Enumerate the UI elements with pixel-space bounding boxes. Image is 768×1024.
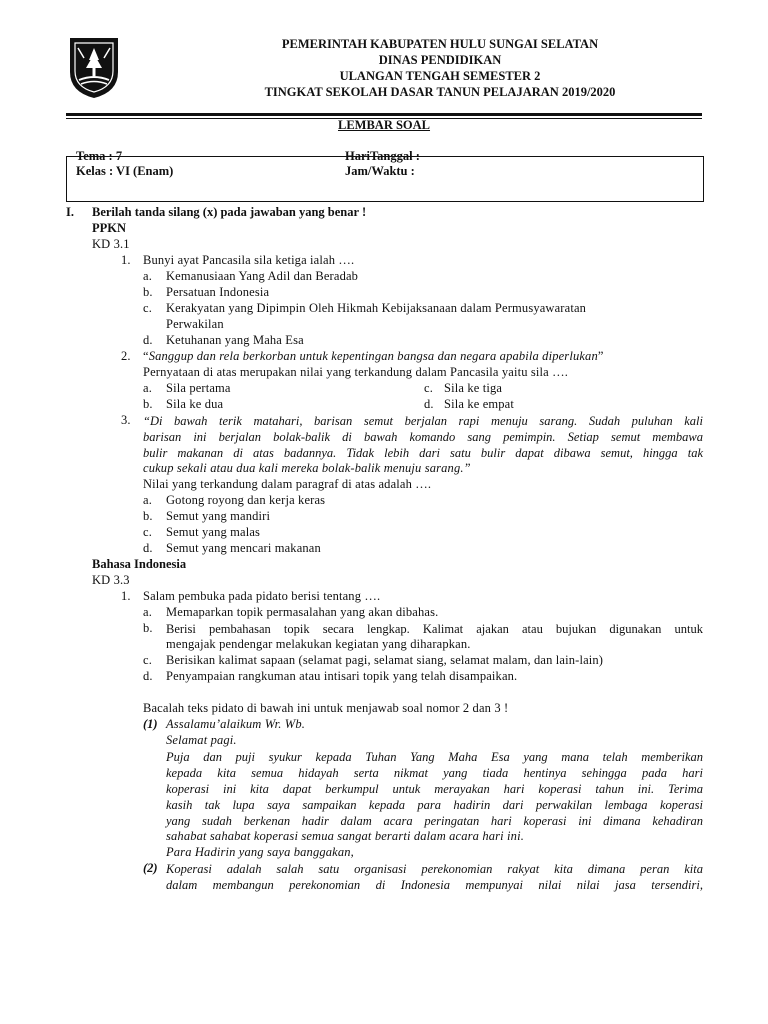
option-letter: b. bbox=[143, 397, 153, 411]
question-text: Pernyataan di atas merupakan nilai yang terkandung dalam Pancasila yaitu sila …. bbox=[143, 365, 569, 379]
speech-line: Koperasi adalah salah satu organisasi perekonomian rakyat kita dimana peran kita bbox=[166, 862, 703, 876]
question-number: 1. bbox=[121, 589, 131, 603]
speech-line: yang sudah berkenan hadir dalam acara peringatan hari koperasi ini dimana kehadiran bbox=[166, 814, 703, 828]
option-text: Sila ke tiga bbox=[444, 381, 503, 395]
option-text: Kemanusiaan Yang Adil dan Beradab bbox=[166, 269, 359, 283]
info-kelas: Kelas : VI (Enam) bbox=[76, 164, 174, 178]
option-text: Berisi pembahasan topik secara lengkap. Kalimat ajakan atau bujukan digunakan untuk bbox=[166, 622, 703, 636]
kd-bahasa-indonesia: KD 3.3 bbox=[92, 573, 130, 587]
info-tema: Tema : 7 bbox=[76, 149, 123, 163]
section-number: I. bbox=[66, 205, 74, 219]
quote-text: Sanggup dan rela berkorban untuk kepentingan bangsa dan negara apabila diperlukan bbox=[148, 349, 598, 363]
option-letter: b. bbox=[143, 285, 153, 299]
quote-close-mark: ” bbox=[597, 349, 604, 363]
option-text: Sila ke dua bbox=[166, 397, 224, 411]
header-line-2: DINAS PENDIDIKAN bbox=[378, 53, 502, 67]
option-text: Gotong royong dan kerja keras bbox=[166, 493, 326, 507]
option-letter: b. bbox=[143, 509, 153, 523]
subject-bahasa-indonesia: Bahasa Indonesia bbox=[92, 557, 187, 571]
option-letter: c. bbox=[424, 381, 433, 395]
option-text: Penyampaian rangkuman atau intisari topik yang telah disampaikan. bbox=[166, 669, 518, 683]
speech-line: Para Hadirin yang saya banggakan, bbox=[166, 845, 354, 859]
option-letter: a. bbox=[143, 269, 152, 283]
question-quote bbox=[143, 349, 604, 364]
option-letter: a. bbox=[143, 381, 152, 395]
question-number: 3. bbox=[121, 413, 131, 427]
option-text: Semut yang mandiri bbox=[166, 509, 271, 523]
speech-line: Puja dan puji syukur kepada Tuhan Yang Maha Esa yang mana telah memberikan bbox=[166, 750, 703, 764]
section-instruction: Berilah tanda silang (x) pada jawaban yang benar ! bbox=[92, 205, 367, 219]
page-title: LEMBAR SOAL bbox=[337, 118, 431, 132]
district-logo bbox=[66, 36, 122, 100]
option-letter: d. bbox=[143, 669, 153, 683]
option-letter: c. bbox=[143, 301, 152, 315]
option-letter: a. bbox=[143, 493, 152, 507]
option-letter: d. bbox=[143, 333, 153, 347]
option-text-continued: mengajak pendengar melakukan kegiatan yang diharapkan. bbox=[166, 637, 471, 651]
kd-ppkn: KD 3.1 bbox=[92, 237, 130, 251]
option-letter: b. bbox=[143, 621, 153, 635]
speech-line: kasih tak lupa saya sampaikan kepada para hadirin dari perwakilan lembaga koperasi bbox=[166, 798, 703, 812]
option-letter: d. bbox=[424, 397, 434, 411]
paragraph-marker: (2) bbox=[143, 861, 158, 875]
option-letter: c. bbox=[143, 653, 152, 667]
option-text-continued: Perwakilan bbox=[166, 317, 224, 331]
option-text: Semut yang malas bbox=[166, 525, 261, 539]
question-number: 2. bbox=[121, 349, 131, 363]
option-text: Sila pertama bbox=[166, 381, 231, 395]
speech-line: kepada kita semua hidayah serta nikmat yang tiada hentinya sehingga pada hari bbox=[166, 766, 703, 780]
option-text: Sila ke empat bbox=[444, 397, 514, 411]
speech-line: Selamat pagi. bbox=[166, 733, 237, 747]
paragraph-line: barisan ini berjalan bolak-balik di bawah komando sang pemimpin. Setiap semut membawa bbox=[143, 430, 703, 444]
question-text: Salam pembuka pada pidato berisi tentang …. bbox=[143, 589, 381, 603]
header-line-4: TINGKAT SEKOLAH DASAR TANUN PELAJARAN 2019/2020 bbox=[264, 85, 616, 99]
header-line-1: PEMERINTAH KABUPATEN HULU SUNGAI SELATAN bbox=[281, 37, 599, 51]
quote-open-mark: “ bbox=[143, 349, 149, 363]
option-text: Ketuhanan yang Maha Esa bbox=[166, 333, 304, 347]
option-letter: c. bbox=[143, 525, 152, 539]
option-text: Berisikan kalimat sapaan (selamat pagi, selamat siang, selamat malam, dan lain-lain) bbox=[166, 653, 604, 667]
header-line-3: ULANGAN TENGAH SEMESTER 2 bbox=[339, 69, 541, 83]
option-text: Persatuan Indonesia bbox=[166, 285, 270, 299]
option-letter: d. bbox=[143, 541, 153, 555]
speech-line: koperasi ini kita dapat berkumpul untuk merayakan hari koperasi tahun ini. Terima bbox=[166, 782, 703, 796]
option-text: Semut yang mencari makanan bbox=[166, 541, 321, 555]
paragraph-line: cukup sekali atau dua kali mereka bolak-balik menuju sarang.” bbox=[143, 461, 471, 475]
question-text: Nilai yang terkandung dalam paragraf di atas adalah …. bbox=[143, 477, 432, 491]
question-text: Bunyi ayat Pancasila sila ketiga ialah …. bbox=[143, 253, 355, 267]
option-letter: a. bbox=[143, 605, 152, 619]
paragraph-line: bulir makanan di atas badannya. Tidak lebih dari satu bulir dapat dibawa semut, hingga tak bbox=[143, 446, 703, 460]
question-number: 1. bbox=[121, 253, 131, 267]
info-jam-waktu: Jam/Waktu : bbox=[345, 164, 415, 178]
paragraph-marker: (1) bbox=[143, 717, 158, 731]
reading-instruction: Bacalah teks pidato di bawah ini untuk menjawab soal nomor 2 dan 3 ! bbox=[143, 701, 509, 715]
speech-line: Assalamu’alaikum Wr. Wb. bbox=[166, 717, 306, 731]
subject-ppkn: PPKN bbox=[92, 221, 127, 235]
option-text: Kerakyatan yang Dipimpin Oleh Hikmah Kebijaksanaan dalam Permusyawaratan bbox=[166, 301, 587, 315]
speech-line: dalam membangun perekonomian di Indonesia mempunyai nilai nilai jasa tersendiri, bbox=[166, 878, 703, 892]
info-hari-tanggal: HariTanggal : bbox=[345, 149, 420, 163]
paragraph-line: “Di bawah terik matahari, barisan semut berjalan rapi menuju sarang. Sudah puluhan kali bbox=[143, 414, 703, 428]
speech-line: sahabat sahabat koperasi semua sangat berarti dalam acara hari ini. bbox=[166, 829, 524, 843]
option-text: Memaparkan topik permasalahan yang akan dibahas. bbox=[166, 605, 439, 619]
header-rule-thick bbox=[66, 113, 702, 116]
